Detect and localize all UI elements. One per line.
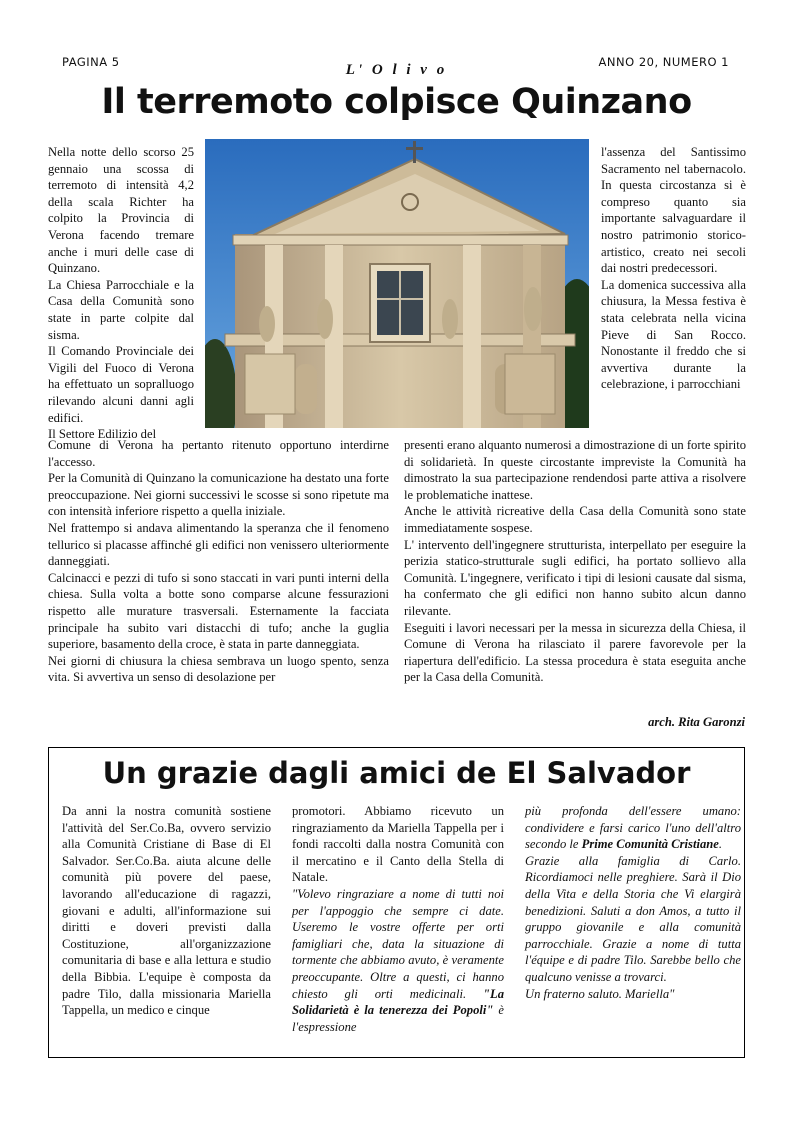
quote-tail: è l'espressione [292, 1003, 504, 1034]
article-column-bottom-left [48, 437, 389, 686]
paragraph: Per la Comunità di Quinzano la comunicazione ha destato una forte preoccupazione. Nei giorni successivi le scosse si sono ripetute ma con intensità inferiore rispetto a quella iniziale. [48, 471, 389, 519]
article-title-text: Un grazie dagli amici de El Salvador [102, 756, 691, 790]
issue-number: ANNO 20, NUMERO 1 [598, 55, 729, 69]
masthead: L' O l i v o [345, 62, 448, 78]
paragraph: Grazie alla famiglia di Carlo. Ricordiamoci nelle preghiere. Sarà il Dio della Vita e della Storia che Vi elargirà benedizioni. Saluti a don Amos, a tutto il gruppo giovanile e alla comunità parrocchiale. Grazie a nome di tutta l'équipe e di padre Tilo. Sarebbe bello che qualcuno venisse a trovarci. [525, 853, 741, 984]
box-column-2 [292, 803, 504, 1035]
paragraph: Nei giorni di chiusura la chiesa sembrava un luogo spento, senza vita. Si avvertiva un senso di desolazione per [48, 653, 389, 685]
paragraph: La Chiesa Parrocchiale e la Casa della Comunità sono state in parte colpite dal sisma. [48, 277, 194, 342]
bold-text: Prime Comunità Cristiane [581, 837, 719, 852]
article-signature: arch. Rita Garonzi [648, 715, 745, 729]
paragraph: promotori. Abbiamo ricevuto un ringraziamento da Mariella Tappella per i fondi raccolti dalla nostra Comunità con il mercatino e il Canto della Stella di Natale. [292, 804, 504, 885]
text: . [718, 837, 722, 852]
article-title: Il terremoto colpisce Quinzano [101, 82, 692, 122]
article-column-bottom-right [404, 437, 746, 686]
paragraph: Calcinacci e pezzi di tufo si sono staccati in vari punti interni della chiesa. Sulla volta a botte sono comparse alcune fessurazioni rispetto alle murature trasversali. Esternamente la facciata principale ha subito vari distacchi di tufo; anche la guglia superiore, basamento della croce, è stata in parte danneggiata. [48, 570, 389, 652]
box-column-1: Da anni la nostra comunità sostiene l'attività del Ser.Co.Ba, ovvero servizio alla Comunità Cristiane di Base di El Salvador. Ser.Co.Ba. aiuta alcune delle comunità più povere del paese, lavorando all'educazione di ragazzi, giovani e adulti, all'informazione sui diritti e doveri previsti dalla Costituzione, all'organizzazione comunitaria di base e alla lettura e studio della Bibbia. L'equipe è composta da padre Tilo, dalla missionaria Mariella Tappella, un medico e cinque [62, 804, 271, 1018]
quote-text: "Volevo ringraziare a nome di tutti noi per l'appoggio che sempre ci date. Useremo le vostre offerte per orti famigliari che, data la situazione di tormente che abbiamo avuto, è veramente preoccupante. Oltre a questi, ci hanno chiesto gli orti medicinali. [292, 886, 504, 1001]
quote-paragraph [292, 886, 504, 1035]
paragraph: Anche le attività ricreative della Casa della Comunità sono state immediatamente sospese. [404, 504, 746, 535]
paragraph [525, 803, 741, 853]
paragraph: Comune di Verona ha pertanto ritenuto opportuno interdirne l'accesso. [48, 438, 389, 469]
page-number: PAGINA 5 [62, 55, 120, 69]
paragraph: Nella notte dello scorso 25 gennaio una scossa di terremoto di intensità 4,2 della scala Richter ha colpito la Provincia di Verona facendo tremare anche i muri delle case di Quinzano. [48, 145, 194, 276]
paragraph: Eseguiti i lavori necessari per la messa in sicurezza della Chiesa, il Comune di Verona ha rilasciato il parere favorevole per la riapertura dell'edificio. La stessa procedura è stata eseguita anche per la Casa della Comunità. [404, 620, 746, 685]
quote-bold: "La Solidarietà è la tenerezza dei Popoli" [292, 986, 504, 1018]
paragraph: Il Settore Edilizio del [48, 427, 157, 442]
paragraph: Il Comando Provinciale dei Vigili del Fuoco di Verona ha effettuato un sopralluogo rilevando alcuni danni agli edifici. [48, 344, 194, 425]
paragraph: La domenica successiva alla chiusura, la Messa festiva è stata celebrata nella vicina Pieve di San Rocco. Nonostante il freddo che si avvertiva durante la celebrazione, i parrocchiani [601, 277, 746, 392]
church-facade-photo [205, 139, 589, 428]
text: più profonda dell'essere umano: condividere e farsi carico l'uno dell'altro secondo le [525, 804, 741, 852]
paragraph: L' intervento dell'ingegnere strutturista, interpellato per eseguire la perizia statico-strutturale sugli edifici, ha portato sollievo alla Comunità. L'ingegnere, verificato i tipi di lesioni causate dal sisma, ha confermato che gli edifici non hanno subito alcun danno rilevante. [404, 537, 746, 618]
box-column-3 [525, 803, 741, 1002]
paragraph: l'assenza del Santissimo Sacramento nel tabernacolo. In questa circostanza si è compreso quanto sia importante salvaguardare il nostro patrimonio storico-artistico, creato nei secoli dai nostri predecessori. [601, 145, 746, 276]
paragraph: Nel frattempo si andava alimentando la speranza che il fenomeno tellurico si placasse affinché gli edifici non venissero ulteriormente danneggiati. [48, 520, 389, 569]
article-column-left [48, 144, 194, 443]
article-title [0, 756, 793, 790]
paragraph: presenti erano alquanto numerosi a dimostrazione di un forte spirito di solidarietà. In queste circostante impreviste la Comunità ha dimostrato la sua partecipazione rendendosi parte attiva a risolvere le problematiche inattese. [404, 438, 746, 502]
article-column-right [601, 144, 746, 393]
closing: Un fraterno saluto. Mariella" [525, 986, 675, 1001]
